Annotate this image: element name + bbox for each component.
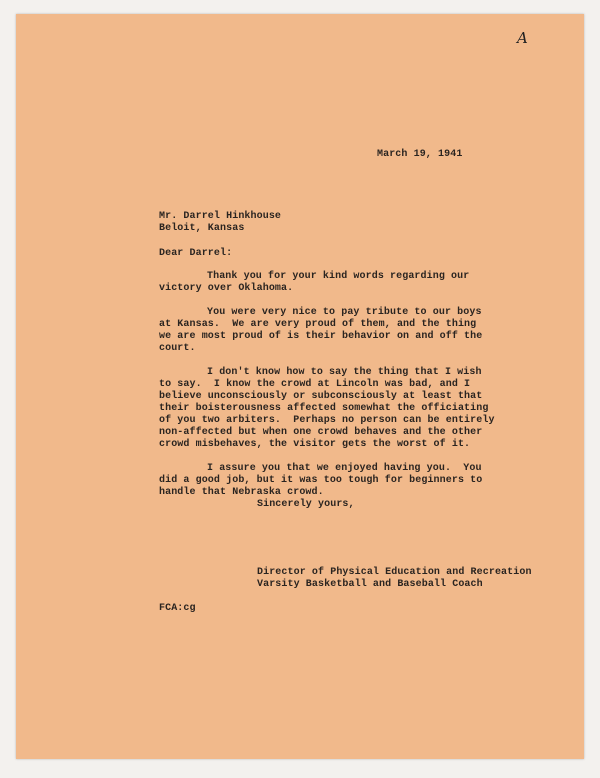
paragraph-1-line: victory over Oklahoma. [159, 283, 294, 294]
signature-title-line: Varsity Basketball and Baseball Coach [257, 579, 483, 590]
paragraph-3-line: to say. I know the crowd at Lincoln was bad, and I [159, 379, 471, 390]
paragraph-3-line: believe unconsciously or subconsciously at least that [159, 391, 483, 402]
paragraph-2-line: You were very nice to pay tribute to our boys [207, 307, 482, 318]
typist-initials: FCA:cg [159, 603, 196, 614]
salutation: Dear Darrel: [159, 248, 233, 259]
paragraph-3-line: their boisterousness affected somewhat the officiating [159, 403, 489, 414]
paragraph-4-line: handle that Nebraska crowd. [159, 487, 324, 498]
paragraph-3-line: non-affected but when one crowd behaves and the other [159, 427, 483, 438]
recipient-address: Beloit, Kansas [159, 223, 245, 234]
letter-date: March 19, 1941 [377, 149, 463, 160]
corner-handwritten-mark: A [517, 29, 528, 47]
paragraph-1-line: Thank you for your kind words regarding our [207, 271, 470, 282]
paragraph-2-line: we are most proud of is their behavior on and off the [159, 331, 483, 342]
paragraph-3-line: I don't know how to say the thing that I wish [207, 367, 482, 378]
paragraph-4-line: did a good job, but it was too tough for beginners to [159, 475, 483, 486]
paragraph-2-line: court. [159, 343, 196, 354]
paragraph-3-line: crowd misbehaves, the visitor gets the worst of it. [159, 439, 471, 450]
paragraph-4-line: I assure you that we enjoyed having you. You [207, 463, 482, 474]
paragraph-2-line: at Kansas. We are very proud of them, and the thing [159, 319, 477, 330]
recipient-name: Mr. Darrel Hinkhouse [159, 211, 282, 222]
signature-title-line: Director of Physical Education and Recreation [257, 567, 532, 578]
closing: Sincerely yours, [257, 499, 355, 510]
paragraph-3-line: of you two arbiters. Perhaps no person can be entirely [159, 415, 495, 426]
